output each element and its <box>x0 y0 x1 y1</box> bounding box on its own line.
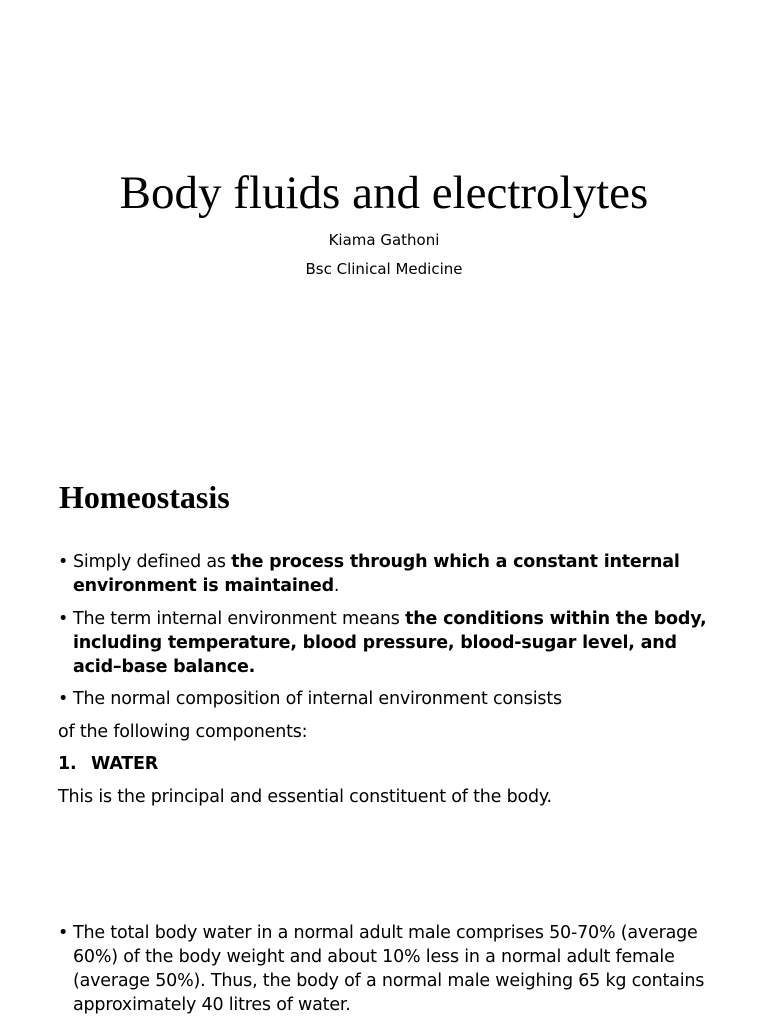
program-name: Bsc Clinical Medicine <box>305 260 463 278</box>
bullet-text-lead: Simply defined as <box>73 552 232 572</box>
bullet-dot: • <box>58 923 69 943</box>
bullet-total-body-water <box>58 921 718 1017</box>
bullet-internal-environment <box>58 607 718 679</box>
list-number: 1. <box>58 754 77 774</box>
bullet-text: The normal composition of internal environment consists <box>73 689 562 709</box>
homeostasis-slide <box>0 432 768 1024</box>
bullet-dot: • <box>58 689 69 709</box>
bullet-text-bold: the process through which a constant internal environment is maintained <box>73 552 680 596</box>
bullet-composition <box>58 687 718 711</box>
bullet-text-bold: the conditions within the body, including temperature, blood pressure, blood-sugar level, and acid–base balance. <box>73 609 707 677</box>
bullet-dot: • <box>58 552 69 572</box>
water-description: This is the principal and essential constituent of the body. <box>58 787 552 807</box>
bullet-definition <box>58 550 718 598</box>
bullet-text-tail: . <box>333 576 340 596</box>
slide-heading: Homeostasis <box>59 479 230 515</box>
bullet-text: The total body water in a normal adult male comprises 50-70% (average 60%) of the body weight and about 10% less in a normal adult female (average 50%). Thus, the body of a normal male weighing 65 kg contains approximately 40 litres of water. <box>73 923 705 1015</box>
list-item-label: WATER <box>91 754 159 774</box>
bullet-dot: • <box>58 609 69 629</box>
slide-title: Body fluids and electrolytes <box>119 167 649 219</box>
bullet-text-lead: The term internal environment means <box>73 609 406 629</box>
author-name: Kiama Gathoni <box>328 231 440 249</box>
title-slide <box>0 0 768 432</box>
components-line: of the following components: <box>58 722 308 742</box>
numbered-item-water <box>58 752 718 776</box>
